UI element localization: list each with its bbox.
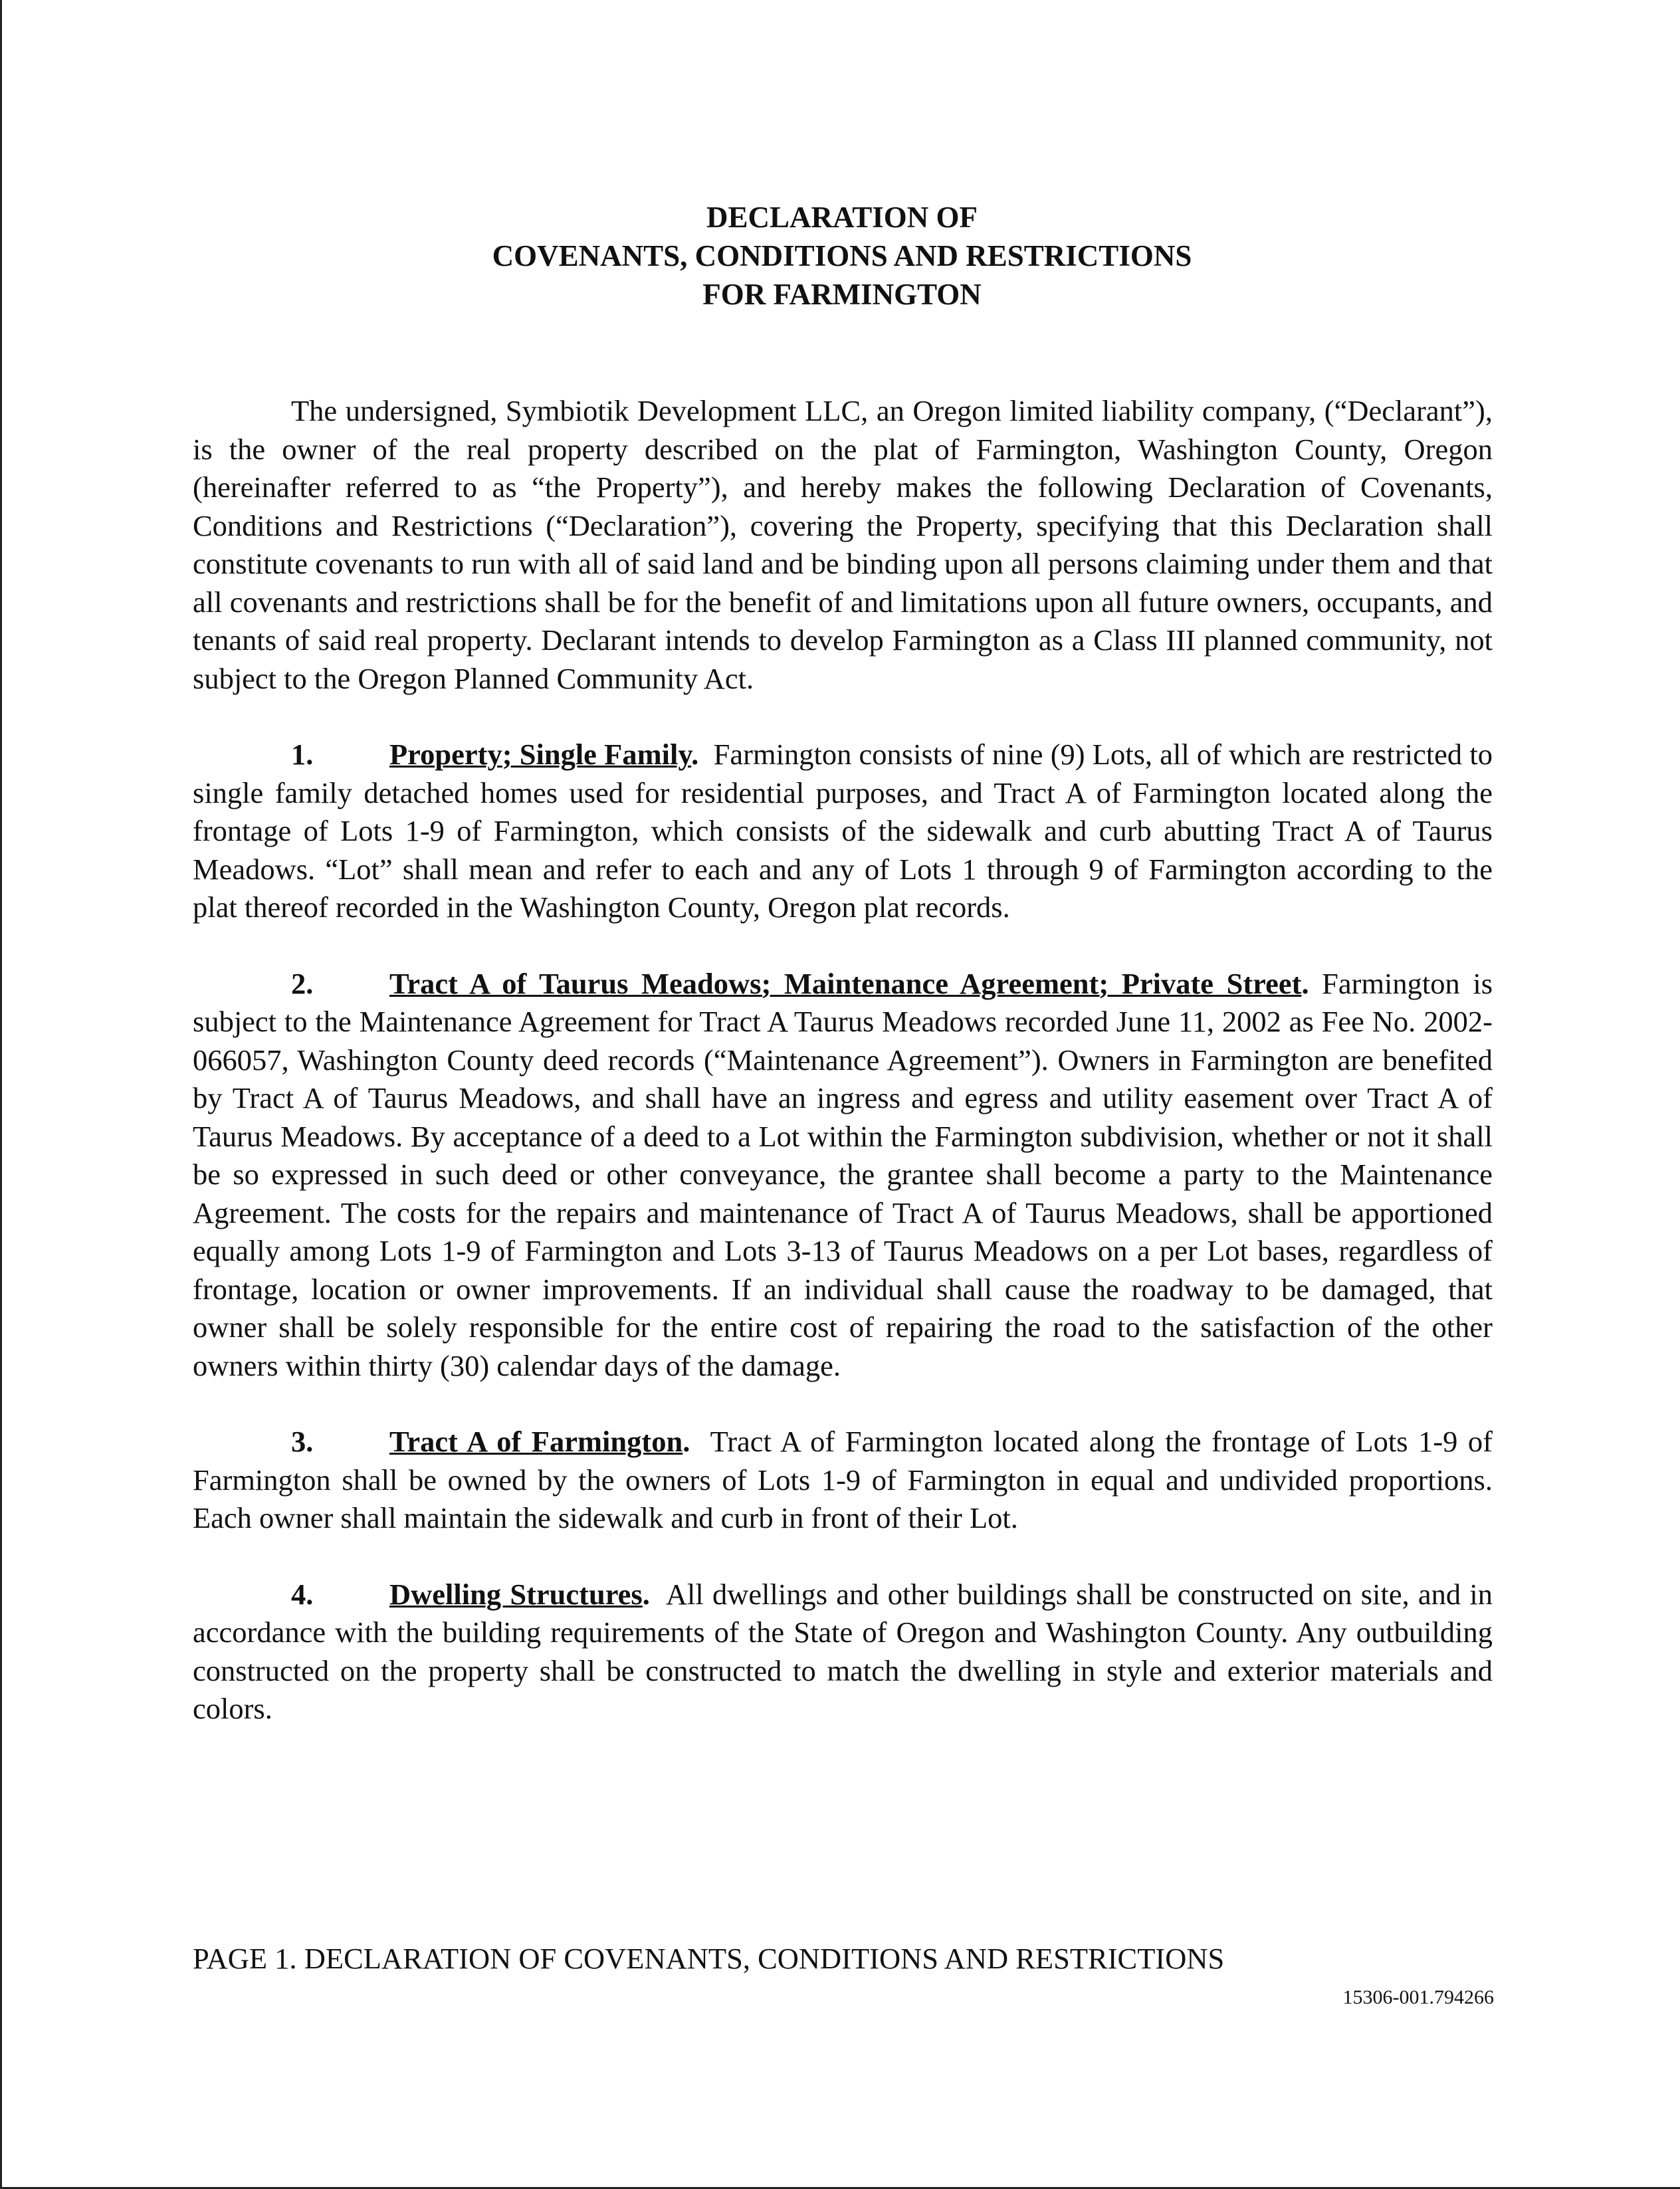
section-1: 1. Property; Single Family. Farmington consists of nine (9) Lots, all of which are restricted to single family detached homes used for residential purposes, and Tract A of Farmington located along the frontage of Lots 1-9 of Farmington, which consists of the sidewalk and curb abutting Tract A of Taurus Meadows. “Lot” shall mean and refer to each and any of Lots 1 through 9 of Farmington according to the plat thereof recorded in the Washington County, Oregon plat records. xyxy=(193,736,1493,927)
section-1-number: 1. xyxy=(291,738,314,771)
section-1-heading: Property; Single Family xyxy=(389,738,692,771)
document-number: 15306-001.794266 xyxy=(1342,1986,1494,2008)
section-3: 3. Tract A of Farmington. Tract A of Farmington located along the frontage of Lots 1-9 of Farmington shall be owned by the owners of Lots 1-9 of Farmington in equal and undivided proportions. Each owner shall maintain the sidewalk and curb in front of their Lot. xyxy=(193,1423,1493,1538)
section-3-number: 3. xyxy=(291,1425,314,1458)
page-footer: PAGE 1. DECLARATION OF COVENANTS, CONDITIONS AND RESTRICTIONS xyxy=(193,1942,1225,1975)
section-4-text: All dwellings and other buildings shall be constructed on site, and in accordance with the building requirements of the State of Oregon and Washington County. Any outbuilding constructed on the property shall be constructed to match the dwelling in style and exterior materials and colors. xyxy=(193,1577,1493,1725)
section-2: 2. Tract A of Taurus Meadows; Maintenance Agreement; Private Street. Farmington is subject to the Maintenance Agreement for Tract A Taurus Meadows recorded June 11, 2002 as Fee No. 2002-066057, Washington County deed records (“Maintenance Agreement”). Owners in Farmington are benefited by Tract A of Taurus Meadows, and shall have an ingress and egress and utility easement over Tract A of Taurus Meadows. By acceptance of a deed to a Lot within the Farmington subdivision, whether or not it shall be so expressed in such deed or other conveyance, the grantee shall become a party to the Maintenance Agreement. The costs for the repairs and maintenance of Tract A of Taurus Meadows, shall be apportioned equally among Lots 1-9 of Farmington and Lots 3-13 of Taurus Meadows on a per Lot bases, regardless of frontage, location or owner improvements. If an individual shall cause the roadway to be damaged, that owner shall be solely responsible for the entire cost of repairing the road to the satisfaction of the other owners within thirty (30) calendar days of the damage. xyxy=(193,965,1493,1386)
section-1-text: Farmington consists of nine (9) Lots, all of which are restricted to single family detached homes used for residential purposes, and Tract A of Farmington located along the frontage of Lots 1-9 of Farmington, which consists of the sidewalk and curb abutting Tract A of Taurus Meadows. “Lot” shall mean and refer to each and any of Lots 1 through 9 of Farmington according to the plat thereof recorded in the Washington County, Oregon plat records. xyxy=(193,738,1493,924)
section-2-text: Farmington is subject to the Maintenance Agreement for Tract A Taurus Meadows recorded June 11, 2002 as Fee No. 2002-066057, Washington County deed records (“Maintenance Agreement”). Owners in Farmington are benefited by Tract A of Taurus Meadows, and shall have an ingress and egress and utility easement over Tract A of Taurus Meadows. By acceptance of a deed to a Lot within the Farmington subdivision, whether or not it shall be so expressed in such deed or other conveyance, the grantee shall become a party to the Maintenance Agreement. The costs for the repairs and maintenance of Tract A of Taurus Meadows, shall be apportioned equally among Lots 1-9 of Farmington and Lots 3-13 of Taurus Meadows on a per Lot bases, regardless of frontage, location or owner improvements. If an individual shall cause the roadway to be damaged, that owner shall be solely responsible for the entire cost of repairing the road to the satisfaction of the other owners within thirty (30) calendar days of the damage. xyxy=(193,966,1493,1382)
title-line-3: FOR FARMINGTON xyxy=(702,278,982,311)
title-line-2: COVENANTS, CONDITIONS AND RESTRICTIONS xyxy=(492,239,1192,272)
section-3-text: Tract A of Farmington located along the frontage of Lots 1-9 of Farmington shall be owned by the owners of Lots 1-9 of Farmington in equal and undivided proportions. Each owner shall maintain the sidewalk and curb in front of their Lot. xyxy=(193,1425,1493,1534)
section-2-number: 2. xyxy=(291,966,314,1000)
title-line-1: DECLARATION OF xyxy=(706,201,978,234)
section-3-heading: Tract A of Farmington xyxy=(389,1425,683,1458)
document-body xyxy=(193,392,1493,1766)
document-title xyxy=(2,198,1680,314)
section-2-heading: Tract A of Taurus Meadows; Maintenance Agreement; Private Street xyxy=(389,966,1302,1000)
section-4-number: 4. xyxy=(291,1577,314,1611)
section-4-heading: Dwelling Structures xyxy=(389,1577,643,1611)
section-4: 4. Dwelling Structures. All dwellings and other buildings shall be constructed on site, and in accordance with the building requirements of the State of Oregon and Washington County. Any outbuilding constructed on the property shall be constructed to match the dwelling in style and exterior materials and colors. xyxy=(193,1576,1493,1728)
intro-paragraph: The undersigned, Symbiotik Development LLC, an Oregon limited liability company, (“Declarant”), is the owner of the real property described on the plat of Farmington, Washington County, Oregon (hereinafter referred to as “the Property”), and hereby makes the following Declaration of Covenants, Conditions and Restrictions (“Declaration”), covering the Property, specifying that this Declaration shall constitute covenants to run with all of said land and be binding upon all persons claiming under them and that all covenants and restrictions shall be for the benefit of and limitations upon all future owners, occupants, and tenants of said real property. Declarant intends to develop Farmington as a Class III planned community, not subject to the Oregon Planned Community Act. xyxy=(193,394,1493,695)
